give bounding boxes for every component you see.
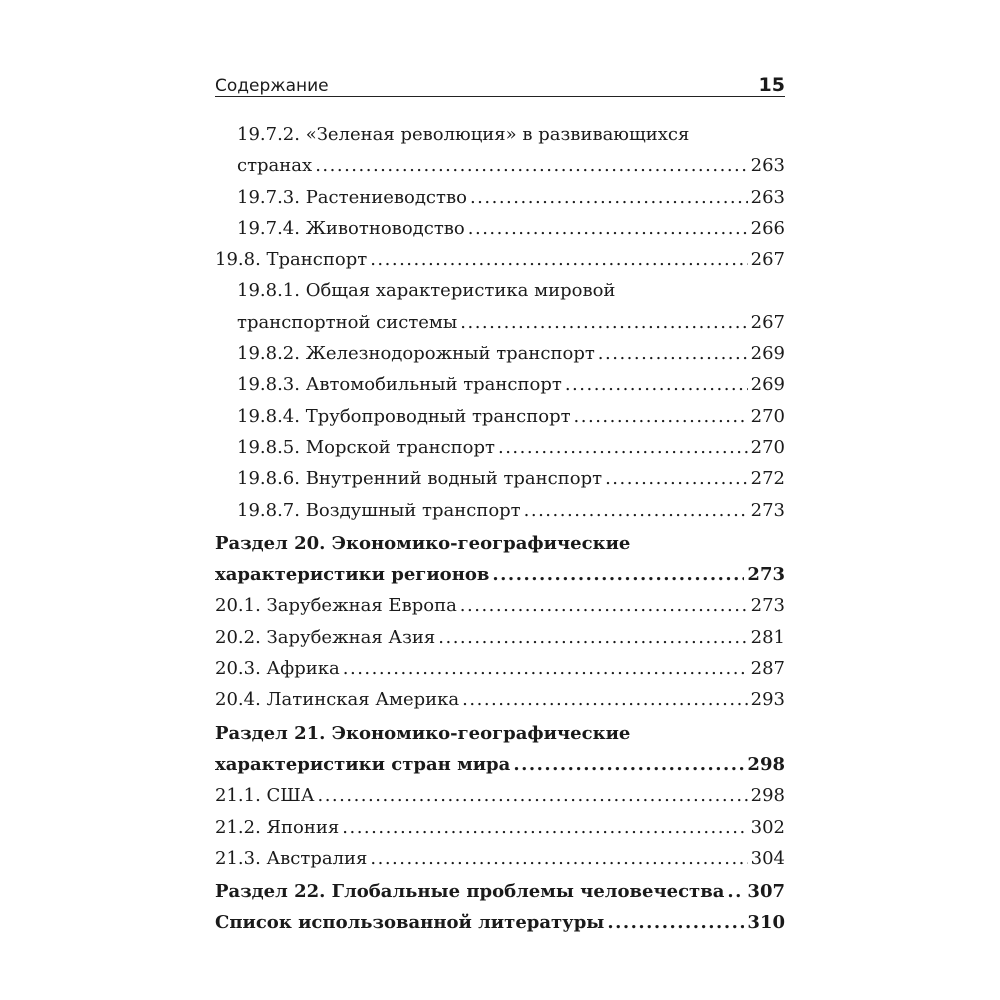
toc-entry-page: 273: [747, 564, 785, 586]
toc-entry: [215, 275, 785, 338]
table-of-contents: [215, 119, 785, 939]
leader-dots: [598, 338, 748, 369]
toc-entry: [215, 432, 785, 463]
toc-entry-title: 19.8.5. Морской транспорт: [237, 436, 495, 458]
toc-entry: [215, 684, 785, 715]
toc-section-heading: [215, 907, 785, 938]
toc-entry-page: 281: [750, 626, 785, 648]
toc-entry: [215, 338, 785, 369]
toc-entry: [215, 463, 785, 494]
toc-entry-page: 310: [747, 912, 785, 934]
toc-entry-page: 263: [750, 155, 785, 177]
toc-entry: [215, 653, 785, 684]
toc-entry: [215, 369, 785, 400]
leader-dots: [513, 749, 744, 780]
leader-dots: [342, 812, 747, 843]
toc-entry: [215, 590, 785, 621]
toc-section-heading: [215, 718, 785, 781]
toc-entry-title: 19.7.3. Растениеводство: [237, 186, 467, 208]
toc-entry: [215, 244, 785, 275]
page-number: 15: [758, 74, 785, 96]
toc-entry-page: 287: [750, 658, 785, 680]
leader-dots: [460, 307, 747, 338]
toc-entry-title: 20.4. Латинская Америка: [215, 689, 460, 711]
toc-entry-page: 302: [750, 816, 785, 838]
toc-entry-title: странах: [237, 155, 313, 177]
leader-dots: [470, 182, 748, 213]
toc-entry-title: 19.7.4. Животноводство: [237, 217, 465, 239]
toc-entry-title: 20.1. Зарубежная Европа: [215, 595, 457, 617]
toc-entry: [215, 213, 785, 244]
toc-entry-page: 307: [747, 881, 785, 903]
leader-dots: [460, 590, 748, 621]
toc-entry: [215, 812, 785, 843]
toc-entry-page: 267: [750, 311, 785, 333]
toc-entry-page: 267: [750, 249, 785, 271]
toc-section-heading: [215, 876, 785, 907]
toc-entry-title: характеристики регионов: [215, 564, 490, 586]
book-page: [215, 70, 785, 939]
leader-dots: [317, 780, 747, 811]
leader-dots: [462, 684, 747, 715]
toc-entry-title: 19.8.4. Трубопроводный транспорт: [237, 405, 571, 427]
leader-dots: [438, 622, 747, 653]
header-title: Содержание: [215, 76, 329, 96]
toc-entry: [215, 622, 785, 653]
toc-entry-title: 19.8.2. Железнодорожный транспорт: [237, 343, 595, 365]
toc-entry-title: Список использованной литературы: [215, 912, 605, 934]
toc-entry-title: 19.8.6. Внутренний водный транспорт: [237, 468, 603, 490]
running-header: [215, 70, 785, 97]
toc-entry-page: 263: [750, 186, 785, 208]
toc-entry-page: 269: [750, 343, 785, 365]
toc-entry-page: 266: [750, 217, 785, 239]
leader-dots: [315, 150, 747, 181]
toc-entry-page: 270: [750, 405, 785, 427]
toc-entry-page: 298: [750, 785, 785, 807]
leader-dots: [370, 244, 747, 275]
leader-dots: [524, 495, 748, 526]
toc-entry-page: 304: [750, 847, 785, 869]
toc-entry: [215, 182, 785, 213]
toc-entry-title: 19.8. Транспорт: [215, 249, 368, 271]
leader-dots: [565, 369, 748, 400]
leader-dots: [468, 213, 748, 244]
leader-dots: [727, 876, 744, 907]
toc-entry-title: 19.8.7. Воздушный транспорт: [237, 499, 521, 521]
toc-entry-title-line1: 19.8.1. Общая характеристика мировой: [237, 280, 616, 302]
toc-entry-title: 21.2. Япония: [215, 816, 340, 838]
toc-entry: [215, 495, 785, 526]
toc-entry: [215, 401, 785, 432]
toc-entry-page: 293: [750, 689, 785, 711]
toc-entry-title: 21.3. Австралия: [215, 847, 368, 869]
toc-entry-title: 21.1. США: [215, 785, 315, 807]
toc-section-heading: [215, 528, 785, 591]
toc-entry: [215, 843, 785, 874]
toc-entry-title: Раздел 22. Глобальные проблемы человечества: [215, 881, 725, 903]
toc-entry-page: 298: [747, 753, 785, 775]
toc-entry-title: 19.8.3. Автомобильный транспорт: [237, 374, 562, 396]
toc-entry-title: характеристики стран мира: [215, 753, 511, 775]
toc-entry-page: 272: [750, 468, 785, 490]
toc-entry-page: 269: [750, 374, 785, 396]
leader-dots: [492, 559, 744, 590]
toc-entry-title: 20.3. Африка: [215, 658, 340, 680]
toc-entry-title-line1: Раздел 20. Экономико-географические: [215, 532, 631, 554]
leader-dots: [343, 653, 748, 684]
leader-dots: [498, 432, 748, 463]
toc-entry-page: 273: [750, 595, 785, 617]
leader-dots: [607, 907, 744, 938]
toc-entry-title: 20.2. Зарубежная Азия: [215, 626, 436, 648]
leader-dots: [370, 843, 747, 874]
toc-entry-page: 270: [750, 436, 785, 458]
toc-entry-title-line1: Раздел 21. Экономико-географические: [215, 722, 631, 744]
toc-entry: [215, 119, 785, 182]
toc-entry-page: 273: [750, 499, 785, 521]
leader-dots: [605, 463, 748, 494]
toc-entry-title: транспортной системы: [237, 311, 458, 333]
leader-dots: [574, 401, 748, 432]
toc-entry-title-line1: 19.7.2. «Зеленая революция» в развивающихся: [237, 124, 690, 145]
toc-entry: [215, 780, 785, 811]
